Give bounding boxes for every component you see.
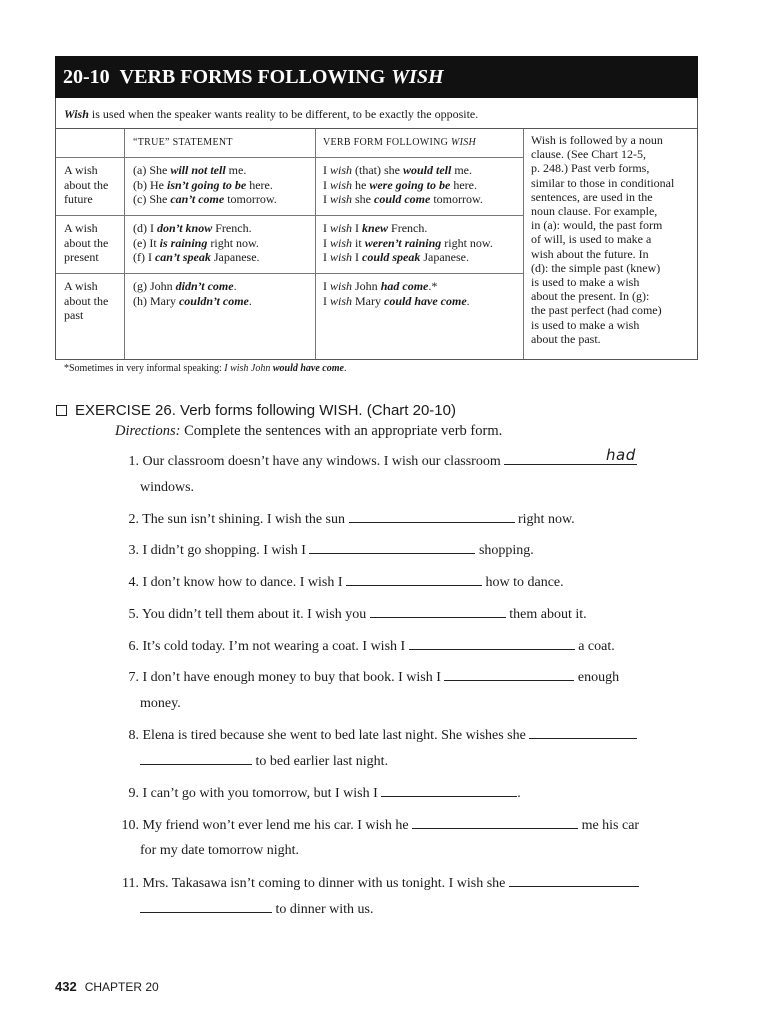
chart-title-italic: WISH [391,65,444,88]
chart-box [55,98,698,360]
wish-forms-future: I wish (that) she would tell me. I wish he were going to be here. I wish she could come tomorrow. [323,163,483,206]
col-header-form-text: VERB FORM FOLLOWING [323,137,449,148]
exercise-item-8-cont: to bed earlier last night. [140,752,388,771]
chart-intro [64,107,478,122]
exercise-item-9: 9. I can’t go with you tomorrow, but I wish I . [128,786,521,801]
answer-blank-8b[interactable] [140,752,252,765]
exercise-title-text: EXERCISE 26. Verb forms following WISH. (Chart 20-10) [75,402,456,419]
col-divider [523,129,524,359]
exercise-item-11-cont: to dinner with us. [140,900,374,919]
exercise-item-6: 6. It’s cold today. I’m not wearing a coat. I wish I a coat. [128,639,615,654]
intro-text: is used when the speaker wants reality to be different, to be exactly the opposite. [88,107,479,121]
answer-blank-10[interactable] [412,816,578,829]
row-label-future: A wish about the future [64,163,109,206]
example-b: (b) He isn’t going to be here. [133,177,273,192]
exercise-title [56,402,456,419]
page-number: 432 [55,979,77,994]
exercise-item-10: 10. My friend won’t ever lend me his car. I wish he me his car [121,818,640,833]
example-a: (a) She will not tell me. [133,163,247,177]
handwritten-answer: had [606,446,636,464]
exercise-item-8: 8. Elena is tired because she went to bed late last night. She wishes she [115,726,637,745]
page-footer [55,979,159,994]
answer-blank-9[interactable] [381,784,517,797]
chart-title: VERB FORMS FOLLOWING [119,65,386,88]
col-header-form-italic: WISH [450,137,477,148]
true-statements-past: (g) John didn’t come. (h) Mary couldn’t come. [133,279,252,308]
answer-blank-7[interactable] [444,668,574,681]
exercise-checkbox[interactable] [56,405,67,416]
row-label-past: A wish about the past [64,279,109,322]
answer-blank-2[interactable] [349,510,515,523]
row-divider [56,273,523,274]
exercise-item-11: 11. Mrs. Takasawa isn’t coming to dinner with us tonight. I wish she [115,874,639,893]
answer-blank-11a[interactable] [509,874,639,887]
exercise-item-1: 1. Our classroom doesn’t have any windows. I wish our classroom [115,452,637,471]
col-divider [124,129,125,359]
row-divider [56,215,523,216]
exercise-item-7: 7. I don’t have enough money to buy that book. I wish I enough [128,670,620,685]
true-statements-present: (d) I don’t know French. (e) It is raining right now. (f) I can’t speak Japanese. [133,221,260,264]
answer-blank-4[interactable] [346,573,482,586]
answer-blank-11b[interactable] [140,900,272,913]
footnote: *Sometimes in very informal speaking: I wish John would have come. [64,363,347,374]
exercise-item-7-cont: money. [140,696,181,711]
intro-wish-word: Wish [64,107,89,121]
example-c: (c) She can’t come tomorrow. [133,192,277,206]
row-label-present: A wish about the present [64,221,109,264]
wish-forms-present: I wish I knew French. I wish it weren’t raining right now. I wish I could speak Japanese. [323,221,493,264]
chapter-label: CHAPTER 20 [84,980,159,994]
grammar-table [56,128,697,359]
explanation-note: Wish is followed by a noun clause. (See Chart 12-5, p. 248.) Past verb forms, similar to those in conditional sentences, are used in the noun clause. For example, in (a): would, the past form of will, is used to make a wish about the future. In (d): the simple past (knew) is used to make a wish about the present. In (g): the past perfect (had come) is used to make a wish about the past. [531,133,675,346]
exercise-directions: Directions: Complete the sentences with an appropriate verb form. [115,423,503,439]
exercise-item-10-cont: for my date tomorrow night. [140,843,300,858]
row-divider [56,157,523,158]
answer-blank-6[interactable] [409,637,575,650]
true-statements-future [133,163,277,207]
exercise-item-1-cont: windows. [140,480,195,495]
answer-blank-5[interactable] [370,605,506,618]
col-header-true: “TRUE” STATEMENT [133,137,233,148]
col-divider [315,129,316,359]
exercise-item-2: 2. The sun isn’t shining. I wish the sun right now. [128,512,575,527]
answer-blank-3[interactable] [309,541,475,554]
answer-blank-8a[interactable] [529,726,637,739]
exercise-item-3: 3. I didn’t go shopping. I wish I shopping. [128,543,534,558]
chart-title-bar [55,56,698,98]
wish-forms-past: I wish John had come.* I wish Mary could have come. [323,279,470,308]
col-header-form [323,137,476,148]
chart-number: 20-10 [63,65,110,88]
exercise-item-5: 5. You didn’t tell them about it. I wish you them about it. [128,607,587,622]
exercise-item-4: 4. I don’t know how to dance. I wish I how to dance. [128,575,564,590]
